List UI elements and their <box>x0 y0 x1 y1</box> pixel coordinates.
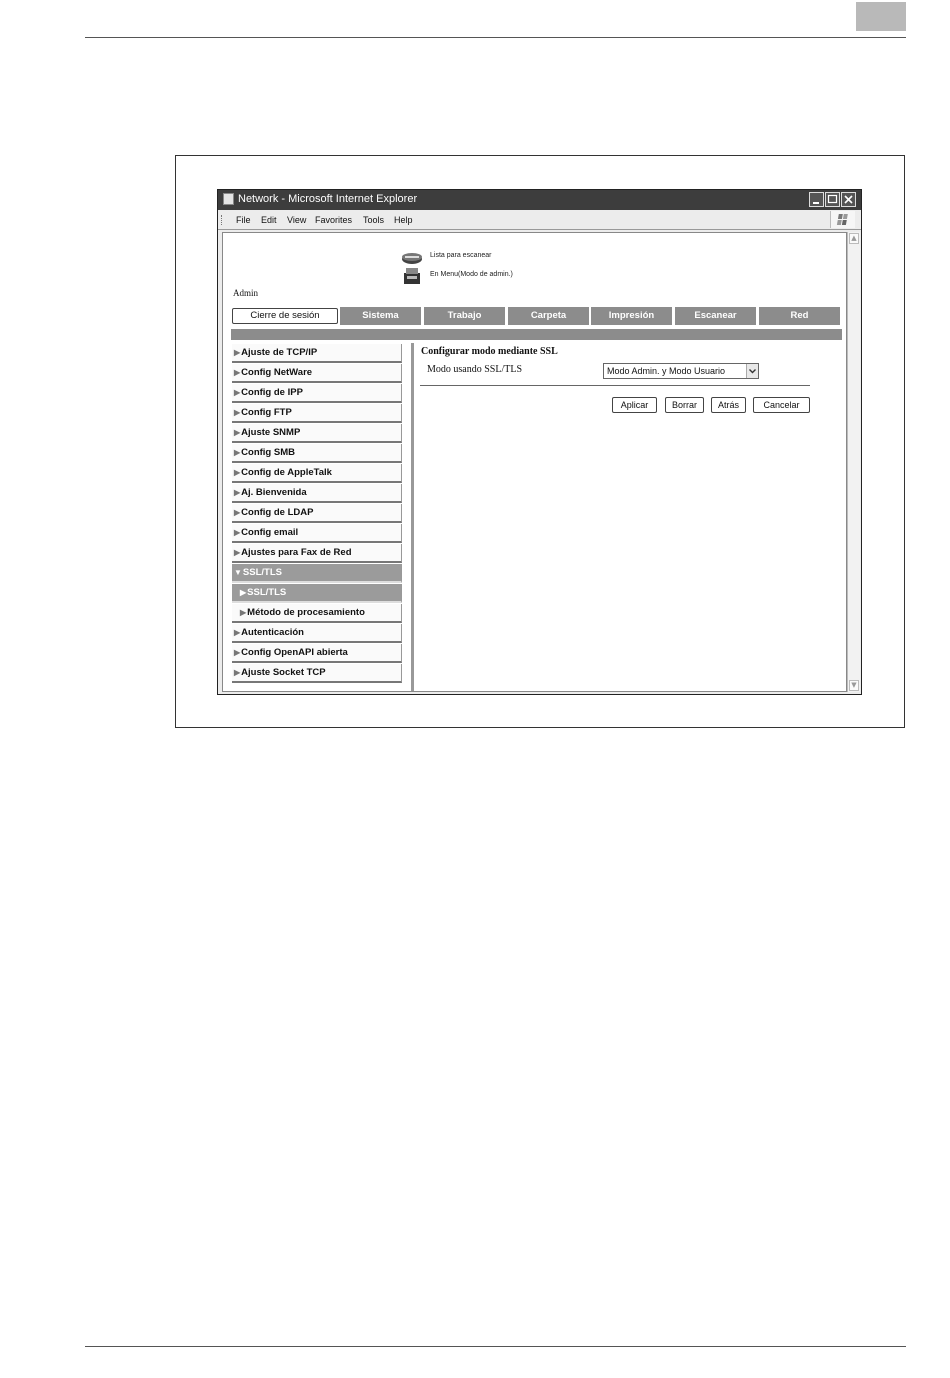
sidebar-item-ssl-tls[interactable] <box>232 584 402 603</box>
apply-button[interactable]: Aplicar <box>612 397 657 413</box>
sidebar-item-socket-tcp[interactable] <box>232 664 402 683</box>
arrow-right-icon: ▶ <box>234 408 241 417</box>
arrow-right-icon: ▶ <box>234 508 241 517</box>
menu-tools[interactable]: Tools <box>363 215 385 225</box>
sidebar-item-ftp[interactable] <box>232 404 402 423</box>
title-bar <box>218 190 861 210</box>
sidebar-item-netware[interactable] <box>232 364 402 383</box>
sidebar-item-label: Aj. Bienvenida <box>241 487 307 498</box>
sidebar-item-label: Ajuste SNMP <box>241 427 301 438</box>
sidebar-item-bienvenida[interactable] <box>232 484 402 503</box>
ssl-mode-select[interactable] <box>603 363 759 379</box>
sidebar-item-label: Método de procesamiento <box>247 607 365 618</box>
arrow-right-icon: ▶ <box>234 488 241 497</box>
sidebar-item-label: Config de AppleTalk <box>241 467 332 478</box>
arrow-right-icon: ▶ <box>234 668 241 677</box>
form-title: Configurar modo mediante SSL <box>421 346 558 357</box>
menu-view[interactable]: View <box>287 215 307 225</box>
status-ready-text: Lista para escanear <box>430 252 492 259</box>
sidebar-section-ssl-tls[interactable] <box>232 564 402 583</box>
arrow-right-icon: ▶ <box>234 548 241 557</box>
tab-escanear[interactable]: Escanear <box>675 307 756 325</box>
tab-impresion[interactable]: Impresión <box>591 307 672 325</box>
tab-carpeta[interactable]: Carpeta <box>508 307 589 325</box>
arrow-right-icon: ▶ <box>234 388 241 397</box>
ssl-mode-value: Modo Admin. y Modo Usuario <box>607 366 726 376</box>
page-tab-marker <box>856 2 906 31</box>
back-button[interactable]: Atrás <box>711 397 746 413</box>
sidebar-item-appletalk[interactable] <box>232 464 402 483</box>
sidebar-item-label: Ajuste de TCP/IP <box>241 347 318 358</box>
arrow-right-icon: ▶ <box>234 348 241 357</box>
menu-help[interactable]: Help <box>394 215 413 225</box>
arrow-right-icon: ▶ <box>234 448 241 457</box>
arrow-right-icon: ▶ <box>240 608 247 617</box>
arrow-right-icon: ▶ <box>234 628 241 637</box>
sidebar-item-label: Config email <box>241 527 299 538</box>
menu-bar <box>218 210 861 230</box>
toolbar-grip <box>221 215 224 225</box>
menu-favorites[interactable]: Favorites <box>315 215 353 225</box>
sidebar-item-label: SSL/TLS <box>247 587 287 598</box>
sidebar-item-fax-red[interactable] <box>232 544 402 563</box>
sidebar-item-label: SSL/TLS <box>242 567 282 578</box>
logout-button[interactable]: Cierre de sesión <box>232 308 338 324</box>
vertical-scrollbar[interactable] <box>847 232 860 692</box>
machine-status-icon <box>401 267 423 285</box>
page-content <box>222 232 847 692</box>
sidebar-item-email[interactable] <box>232 524 402 543</box>
window-title: Network - Microsoft Internet Explorer <box>238 193 418 205</box>
tab-red[interactable]: Red <box>759 307 840 325</box>
tab-underline-band <box>231 329 842 340</box>
sidebar-item-label: Config FTP <box>241 407 292 418</box>
maximize-button[interactable] <box>825 192 840 207</box>
sidebar-item-metodo-procesamiento[interactable] <box>232 604 402 623</box>
cancel-button[interactable]: Cancelar <box>753 397 810 413</box>
arrow-right-icon: ▶ <box>234 428 241 437</box>
minimize-button[interactable] <box>809 192 824 207</box>
sidebar-divider <box>411 343 414 691</box>
sidebar-item-label: Config NetWare <box>241 367 313 378</box>
arrow-right-icon: ▶ <box>234 648 241 657</box>
sidebar-item-label: Config de IPP <box>241 387 303 398</box>
scanner-status-icon <box>401 251 423 266</box>
sidebar-item-tcpip[interactable] <box>232 344 402 363</box>
user-mode-label: Admin <box>233 288 259 298</box>
arrow-right-icon: ▶ <box>234 528 241 537</box>
arrow-right-icon: ▶ <box>234 368 241 377</box>
sidebar-item-smb[interactable] <box>232 444 402 463</box>
menu-file[interactable]: File <box>236 215 251 225</box>
sidebar-item-ldap[interactable] <box>232 504 402 523</box>
sidebar-item-label: Config SMB <box>241 447 295 458</box>
sidebar-item-label: Ajuste Socket TCP <box>241 667 326 678</box>
arrow-right-icon: ▶ <box>234 468 241 477</box>
sidebar-item-label: Ajustes para Fax de Red <box>241 547 352 558</box>
form-divider <box>420 385 810 386</box>
tab-trabajo[interactable]: Trabajo <box>424 307 505 325</box>
chevron-down-icon[interactable] <box>746 364 758 378</box>
arrow-right-icon: ▶ <box>240 588 247 597</box>
ssl-mode-label: Modo usando SSL/TLS <box>427 364 523 375</box>
windows-logo-icon <box>830 211 855 228</box>
sidebar-item-label: Autenticación <box>241 627 304 638</box>
ie-page-icon <box>223 193 234 205</box>
sidebar-item-openapi[interactable] <box>232 644 402 663</box>
sidebar-item-autenticacion[interactable] <box>232 624 402 643</box>
scroll-down-icon[interactable]: ▼ <box>849 680 859 691</box>
header-rule <box>85 37 906 38</box>
status-mode-text: En Menu(Modo de admin.) <box>430 271 513 278</box>
scroll-up-icon[interactable]: ▲ <box>849 233 859 244</box>
close-button[interactable] <box>841 192 856 207</box>
sidebar-item-label: Config OpenAPI abierta <box>241 647 348 658</box>
menu-edit[interactable]: Edit <box>261 215 277 225</box>
clear-button[interactable]: Borrar <box>665 397 704 413</box>
sidebar-item-snmp[interactable] <box>232 424 402 443</box>
browser-window <box>217 189 862 695</box>
sidebar-item-label: Config de LDAP <box>241 507 314 518</box>
sidebar-item-ipp[interactable] <box>232 384 402 403</box>
tab-sistema[interactable]: Sistema <box>340 307 421 325</box>
arrow-down-icon: ▼ <box>234 568 242 577</box>
footer-rule <box>85 1346 906 1347</box>
